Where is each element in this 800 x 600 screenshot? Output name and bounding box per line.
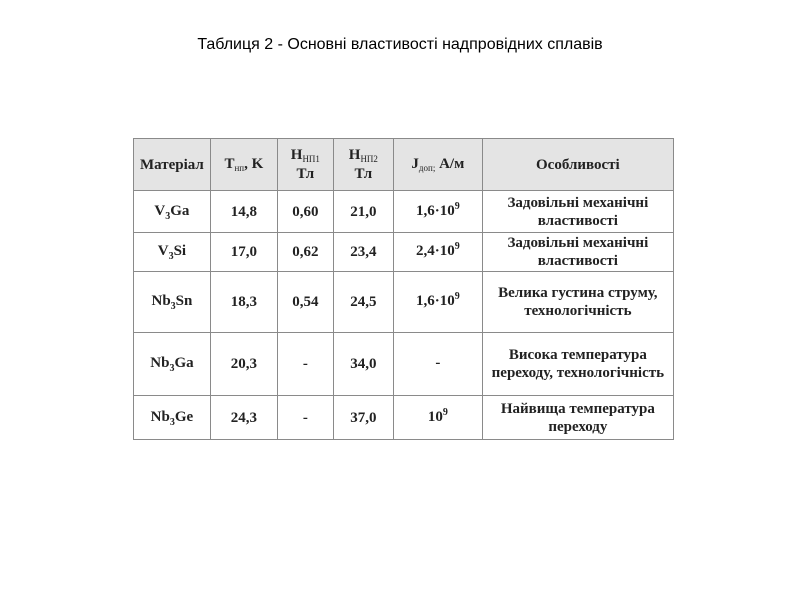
- cell-h1: 0,60: [277, 191, 333, 233]
- tnp-sub: нп: [234, 163, 245, 173]
- j-value: -: [435, 355, 441, 371]
- j-value: 1,6·10: [415, 293, 455, 309]
- j-exponent: 9: [454, 241, 460, 252]
- cell-h1: -: [277, 396, 333, 440]
- material-element: V: [157, 243, 169, 259]
- material-element: Ga: [174, 355, 194, 371]
- cell-tnp: 18,3: [210, 272, 277, 333]
- cell-h2: 34,0: [333, 333, 393, 396]
- header-features-label: Особливості: [536, 156, 620, 173]
- alloys-table: [133, 138, 674, 440]
- h1-unit: Тл: [296, 166, 315, 182]
- h1-sub: НП1: [302, 154, 320, 164]
- h2-unit: Тл: [354, 166, 373, 182]
- h2-symbol: H: [348, 147, 361, 163]
- table-row: [134, 272, 674, 333]
- material-element: Sn: [175, 293, 193, 309]
- cell-h2: 37,0: [333, 396, 393, 440]
- j-exponent: 9: [454, 200, 460, 212]
- j-symbol: J: [411, 156, 419, 172]
- material-subscript: 3: [165, 210, 171, 222]
- j-exponent: 9: [454, 291, 460, 302]
- material-subscript: 3: [170, 301, 176, 312]
- header-h2: [333, 139, 393, 191]
- material-element: Ge: [174, 408, 194, 425]
- cell-features: Найвища температура переходу: [482, 396, 673, 440]
- cell-features: Задовільні механічні властивості: [482, 191, 673, 233]
- cell-h2: 23,4: [333, 233, 393, 272]
- table-row: [134, 333, 674, 396]
- material-element: Nb: [150, 408, 170, 425]
- cell-features: Задовільні механічні властивості: [482, 233, 673, 272]
- cell-tnp: 24,3: [210, 396, 277, 440]
- header-material: [134, 139, 211, 191]
- j-value: 1,6·10: [415, 202, 455, 219]
- material-element: Si: [173, 243, 187, 259]
- header-tnp: [210, 139, 277, 191]
- j-value: 10: [427, 408, 443, 425]
- header-features: [482, 139, 673, 191]
- cell-h1: -: [277, 333, 333, 396]
- cell-h1: 0,54: [277, 272, 333, 333]
- cell-material: [134, 191, 211, 233]
- cell-material: [134, 396, 211, 440]
- cell-j: [393, 272, 482, 333]
- table-row: [134, 191, 674, 233]
- table-caption: Таблиця 2 - Основні властивості надпровідних сплавів: [197, 36, 603, 53]
- material-subscript: 3: [169, 363, 175, 374]
- material-element: Nb: [151, 293, 171, 309]
- cell-features: Висока температура переходу, технологічність: [482, 333, 673, 396]
- table-header-row: [134, 139, 674, 191]
- material-element: V: [154, 202, 166, 219]
- cell-j: [393, 333, 482, 396]
- cell-j: [393, 233, 482, 272]
- j-exponent: 9: [442, 406, 448, 418]
- cell-h2: 24,5: [333, 272, 393, 333]
- j-unit: А/м: [435, 156, 465, 172]
- tnp-symbol: T: [224, 156, 235, 172]
- cell-material: [134, 333, 211, 396]
- cell-features: Велика густина струму, технологічність: [482, 272, 673, 333]
- table-row: [134, 396, 674, 440]
- material-element: Nb: [150, 355, 170, 371]
- cell-h1: 0,62: [277, 233, 333, 272]
- j-sub: доп;: [418, 163, 436, 173]
- cell-tnp: 14,8: [210, 191, 277, 233]
- header-h1: [277, 139, 333, 191]
- cell-material: [134, 233, 211, 272]
- h1-symbol: H: [290, 147, 303, 163]
- tnp-unit: , K: [244, 156, 264, 172]
- cell-j: [393, 396, 482, 440]
- cell-tnp: 17,0: [210, 233, 277, 272]
- cell-j: [393, 191, 482, 233]
- cell-material: [134, 272, 211, 333]
- header-j: [393, 139, 482, 191]
- material-element: Ga: [170, 202, 190, 219]
- cell-h2: 21,0: [333, 191, 393, 233]
- material-subscript: 3: [169, 416, 175, 428]
- j-value: 2,4·10: [415, 243, 455, 259]
- material-subscript: 3: [168, 251, 174, 262]
- table-row: [134, 233, 674, 272]
- header-material-label: Матеріал: [140, 156, 204, 173]
- h2-sub: НП2: [360, 154, 378, 164]
- cell-tnp: 20,3: [210, 333, 277, 396]
